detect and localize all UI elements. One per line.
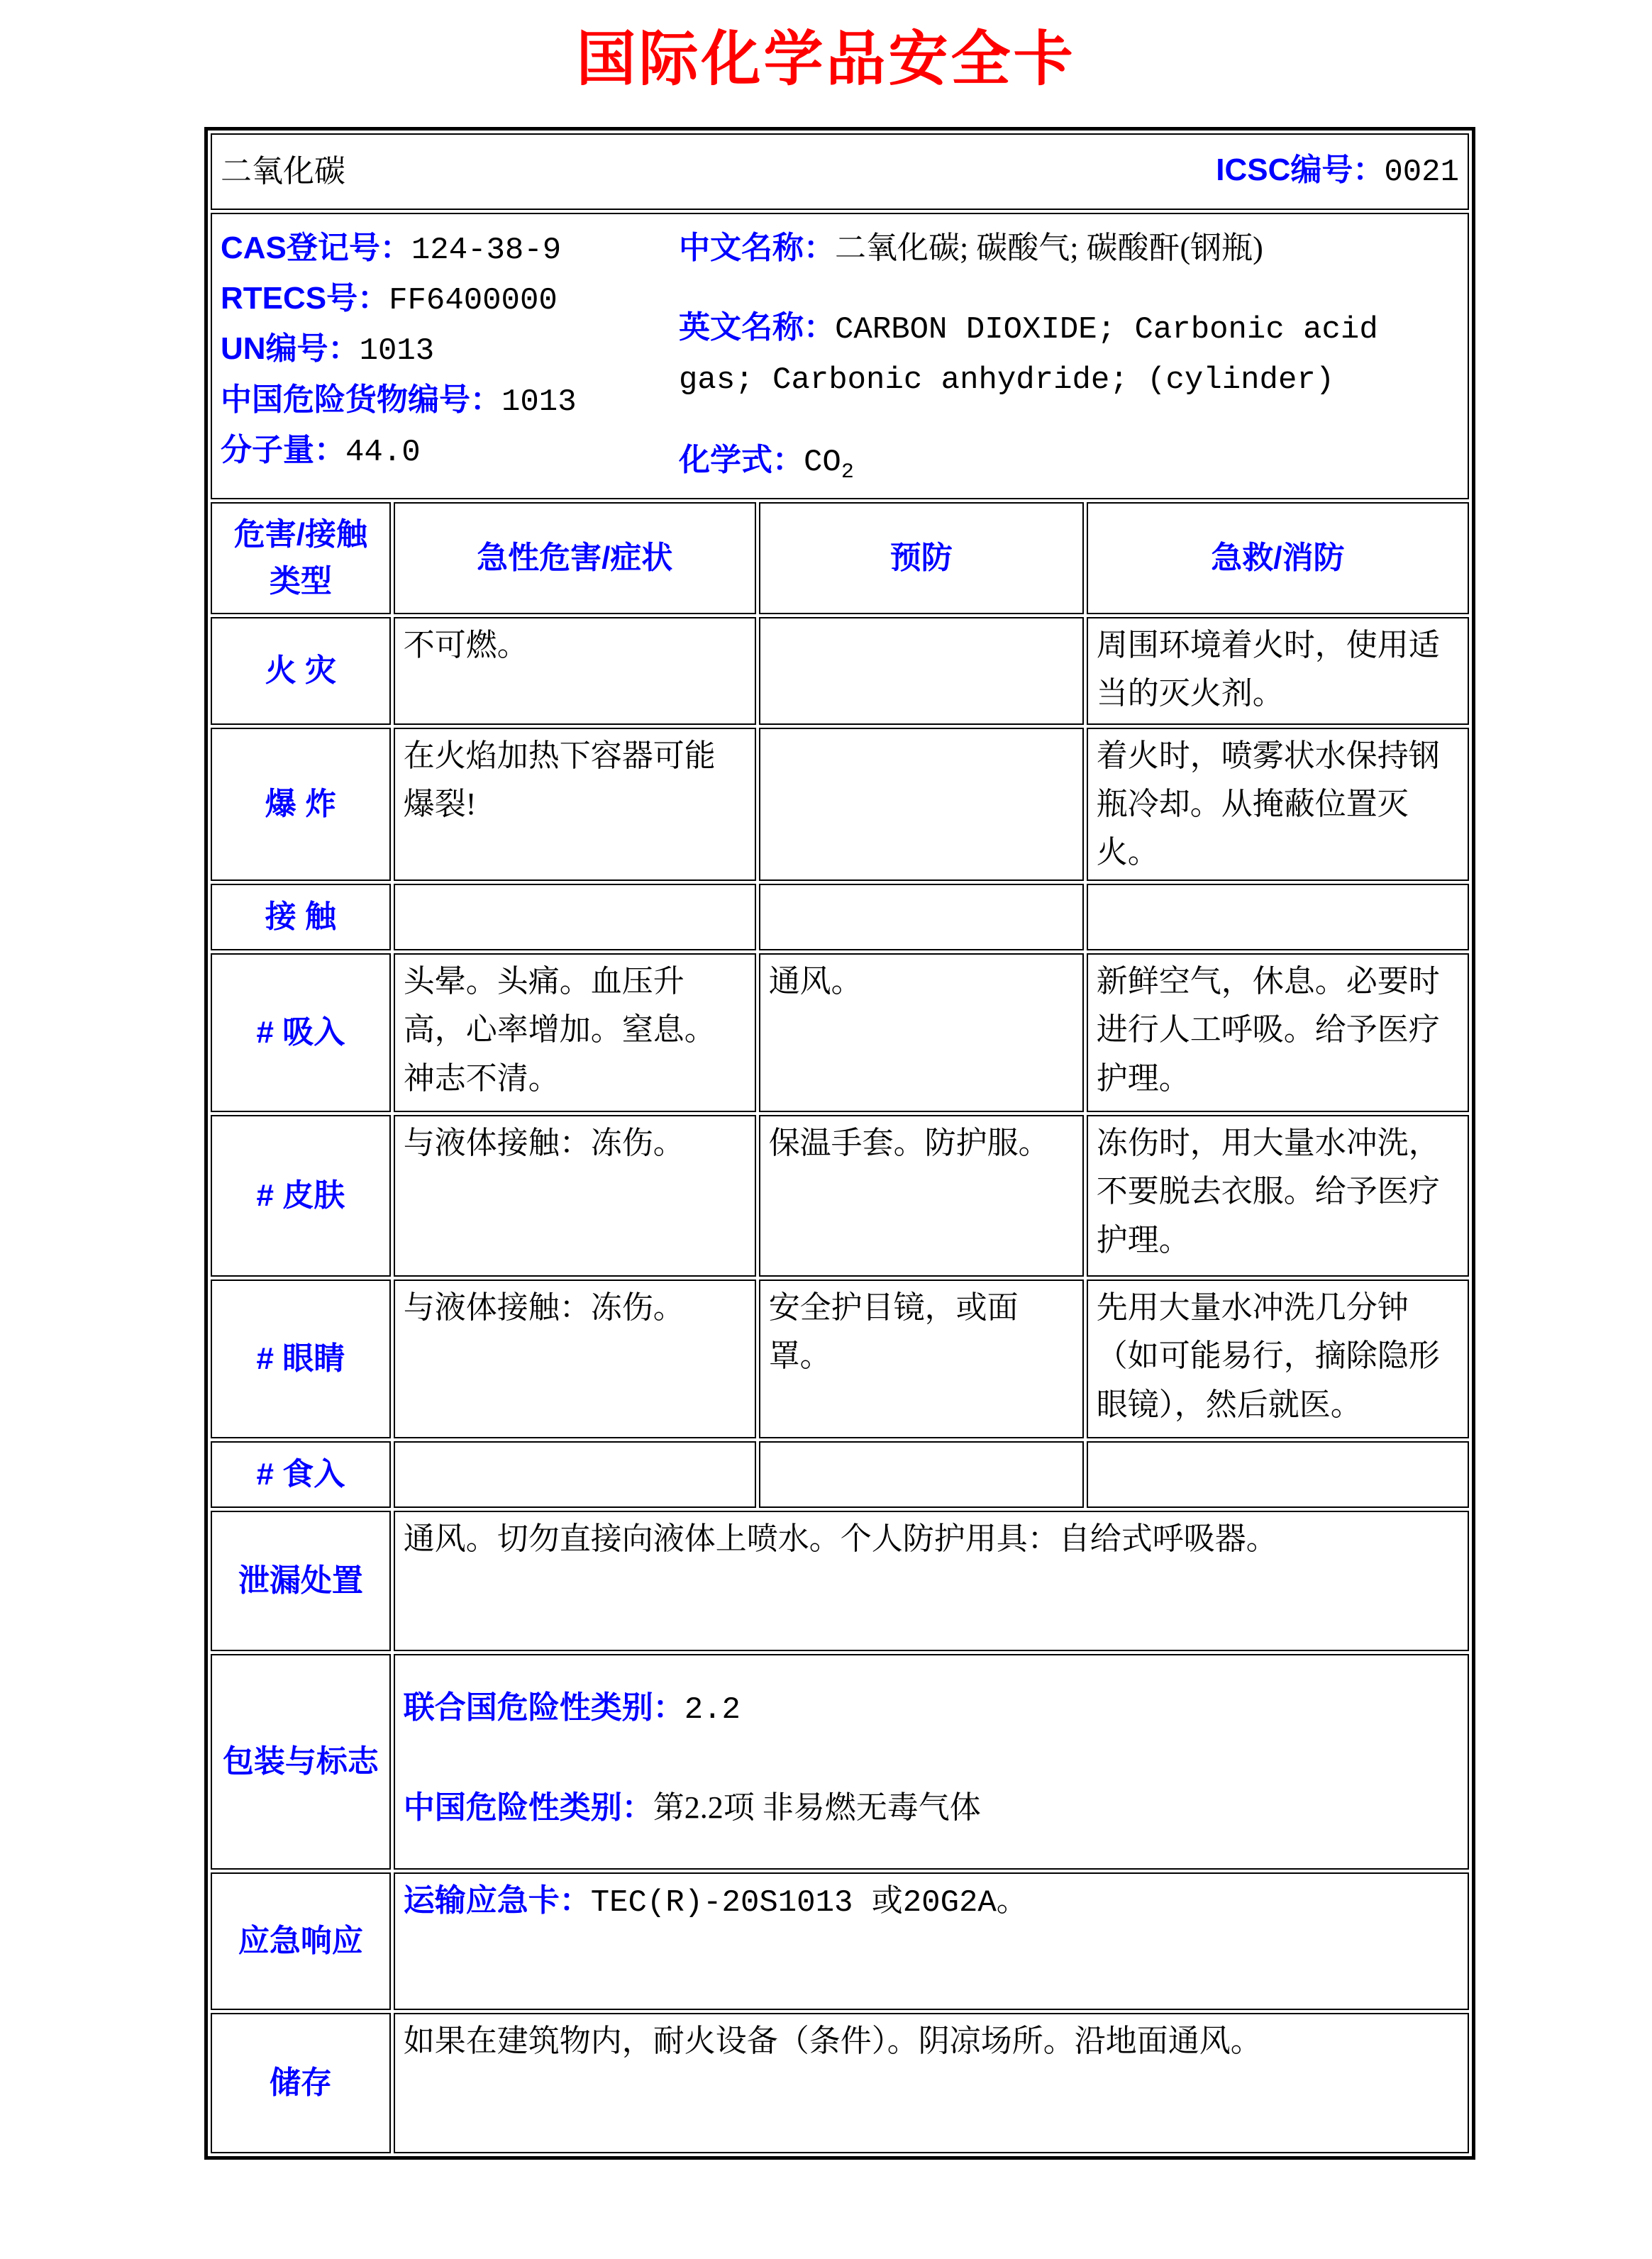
acute-cell: 头晕。头痛。血压升高，心率增加。窒息。神志不清。 (394, 953, 756, 1112)
header-hazard-type: 危害/接触 类型 (211, 502, 391, 614)
firstaid-cell: 先用大量水冲洗几分钟（如可能易行，摘除隐形眼镜），然后就医。 (1087, 1280, 1469, 1438)
section-label-cell: 储存 (211, 2013, 391, 2153)
section-row-packaging (211, 1654, 1469, 1870)
section-label-cell: 泄漏处置 (211, 1511, 391, 1651)
cas-number-line (221, 224, 679, 274)
icsc-number-value: 0021 (1384, 155, 1459, 191)
molecular-weight-value: 44.0 (345, 434, 421, 470)
un-hazard-class-line (404, 1684, 1459, 1734)
hazard-row-ingestion (211, 1441, 1469, 1508)
header-firstaid: 急救/消防 (1087, 502, 1469, 614)
packaging-text-cell (394, 1654, 1469, 1870)
hazard-header-row (211, 502, 1469, 614)
identifier-list (221, 224, 679, 488)
acute-cell (394, 1441, 756, 1508)
name-list (679, 224, 1459, 488)
chinese-name-value: 二氧化碳; 碳酸气; 碳酸酐(钢瓶) (835, 231, 1263, 265)
transport-card-label: 运输应急卡： (403, 1883, 591, 1919)
china-dg-number-label: 中国危险货物编号： (221, 382, 501, 417)
china-hazard-class-line (404, 1784, 1459, 1832)
prevention-cell: 保温手套。防护服。 (759, 1115, 1084, 1277)
firstaid-cell (1087, 884, 1469, 950)
english-name-value: CARBON DIOXIDE; Carbonic acid gas; Carbonic anhydride; (cylinder) (679, 312, 1378, 399)
section-row-storage (211, 2013, 1469, 2153)
firstaid-cell: 着火时，喷雾状水保持钢瓶冷却。从掩蔽位置灭火。 (1087, 728, 1469, 882)
cas-number-value: 124-38-9 (411, 233, 562, 268)
emergency-text-cell (394, 1872, 1469, 2010)
china-hazard-class-value: 第2.2项 非易燃无毒气体 (653, 1790, 981, 1826)
transport-card-line (404, 1877, 1459, 1927)
info-row (211, 213, 1469, 499)
hazard-type-cell: 接 触 (211, 884, 391, 950)
firstaid-cell (1087, 1441, 1469, 1508)
firstaid-cell: 周围环境着火时，使用适当的灭火剂。 (1087, 617, 1469, 725)
prevention-cell: 安全护目镜，或面罩。 (759, 1280, 1084, 1438)
un-number-label: UN编号： (221, 331, 360, 367)
transport-card-value: TEC(R)-20S1013 或20G2A。 (590, 1885, 1028, 1921)
prevention-cell: 通风。 (759, 953, 1084, 1112)
chinese-name-label: 中文名称： (679, 231, 836, 265)
acute-cell: 在火焰加热下容器可能爆裂! (394, 728, 756, 882)
firstaid-cell: 冻伤时，用大量水冲洗，不要脱去衣服。给予医疗护理。 (1087, 1115, 1469, 1277)
info-cell (211, 213, 1469, 499)
cas-number-label: CAS登记号： (221, 231, 411, 265)
rtecs-number-label: RTECS号： (221, 281, 389, 316)
prevention-cell (759, 728, 1084, 882)
firstaid-cell: 新鲜空气，休息。必要时进行人工呼吸。给予医疗护理。 (1087, 953, 1469, 1112)
section-label-cell: 包装与标志 (211, 1654, 391, 1870)
chemical-name: 二氧化碳 (221, 153, 345, 189)
hazard-row-contact (211, 884, 1469, 950)
rtecs-number-line (221, 274, 679, 325)
un-hazard-class-value: 2.2 (684, 1692, 741, 1728)
storage-text-cell: 如果在建筑物内，耐火设备（条件）。阴凉场所。沿地面通风。 (394, 2013, 1469, 2153)
hazard-type-cell: # 眼睛 (211, 1280, 391, 1438)
prevention-cell (759, 1441, 1084, 1508)
hazard-type-cell: 火 灾 (211, 617, 391, 725)
english-name-label: 英文名称： (679, 310, 836, 345)
un-number-line (221, 325, 679, 375)
header-acute: 急性危害/症状 (394, 502, 756, 614)
hazard-type-cell: # 皮肤 (211, 1115, 391, 1277)
acute-cell: 与液体接触：冻伤。 (394, 1280, 756, 1438)
prevention-cell (759, 884, 1084, 950)
spill-text-cell: 通风。切勿直接向液体上喷水。个人防护用具：自给式呼吸器。 (394, 1511, 1469, 1651)
hazard-row-eyes (211, 1280, 1469, 1438)
chinese-name-line (679, 224, 1459, 272)
hazard-type-cell: 爆 炸 (211, 728, 391, 882)
hazard-row-inhalation (211, 953, 1469, 1112)
formula-label: 化学式： (679, 442, 804, 477)
hazard-row-fire (211, 617, 1469, 725)
china-dg-number-line (221, 376, 679, 426)
prevention-cell (759, 617, 1084, 725)
hazard-type-cell: # 食入 (211, 1441, 391, 1508)
icsc-number-label: ICSC编号： (1216, 152, 1385, 188)
formula-value: $CO_2$ (804, 444, 854, 484)
section-row-spill (211, 1511, 1469, 1651)
formula-line (679, 436, 1459, 488)
hazard-row-explosion (211, 728, 1469, 882)
un-hazard-class-label: 联合国危险性类别： (403, 1690, 684, 1726)
hazard-row-skin (211, 1115, 1469, 1277)
english-name-line (679, 304, 1459, 404)
molecular-weight-label: 分子量： (221, 432, 345, 467)
section-label-cell: 应急响应 (211, 1872, 391, 2010)
name-cell (211, 133, 1469, 210)
rtecs-number-value: FF6400000 (389, 283, 558, 319)
china-dg-number-value: 1013 (501, 384, 577, 420)
acute-cell (394, 884, 756, 950)
header-prevention: 预防 (759, 502, 1084, 614)
china-hazard-class-label: 中国危险性类别： (403, 1790, 653, 1826)
name-row (211, 133, 1469, 210)
section-row-emergency (211, 1872, 1469, 2010)
icsc-card-table (204, 127, 1475, 2160)
acute-cell: 与液体接触：冻伤。 (394, 1115, 756, 1277)
hazard-type-cell: # 吸入 (211, 953, 391, 1112)
icsc-number-group (1216, 146, 1459, 196)
acute-cell: 不可燃。 (394, 617, 756, 725)
page-title: 国际化学品安全卡 (576, 26, 1076, 92)
un-number-value: 1013 (359, 333, 435, 370)
molecular-weight-line (221, 426, 679, 477)
